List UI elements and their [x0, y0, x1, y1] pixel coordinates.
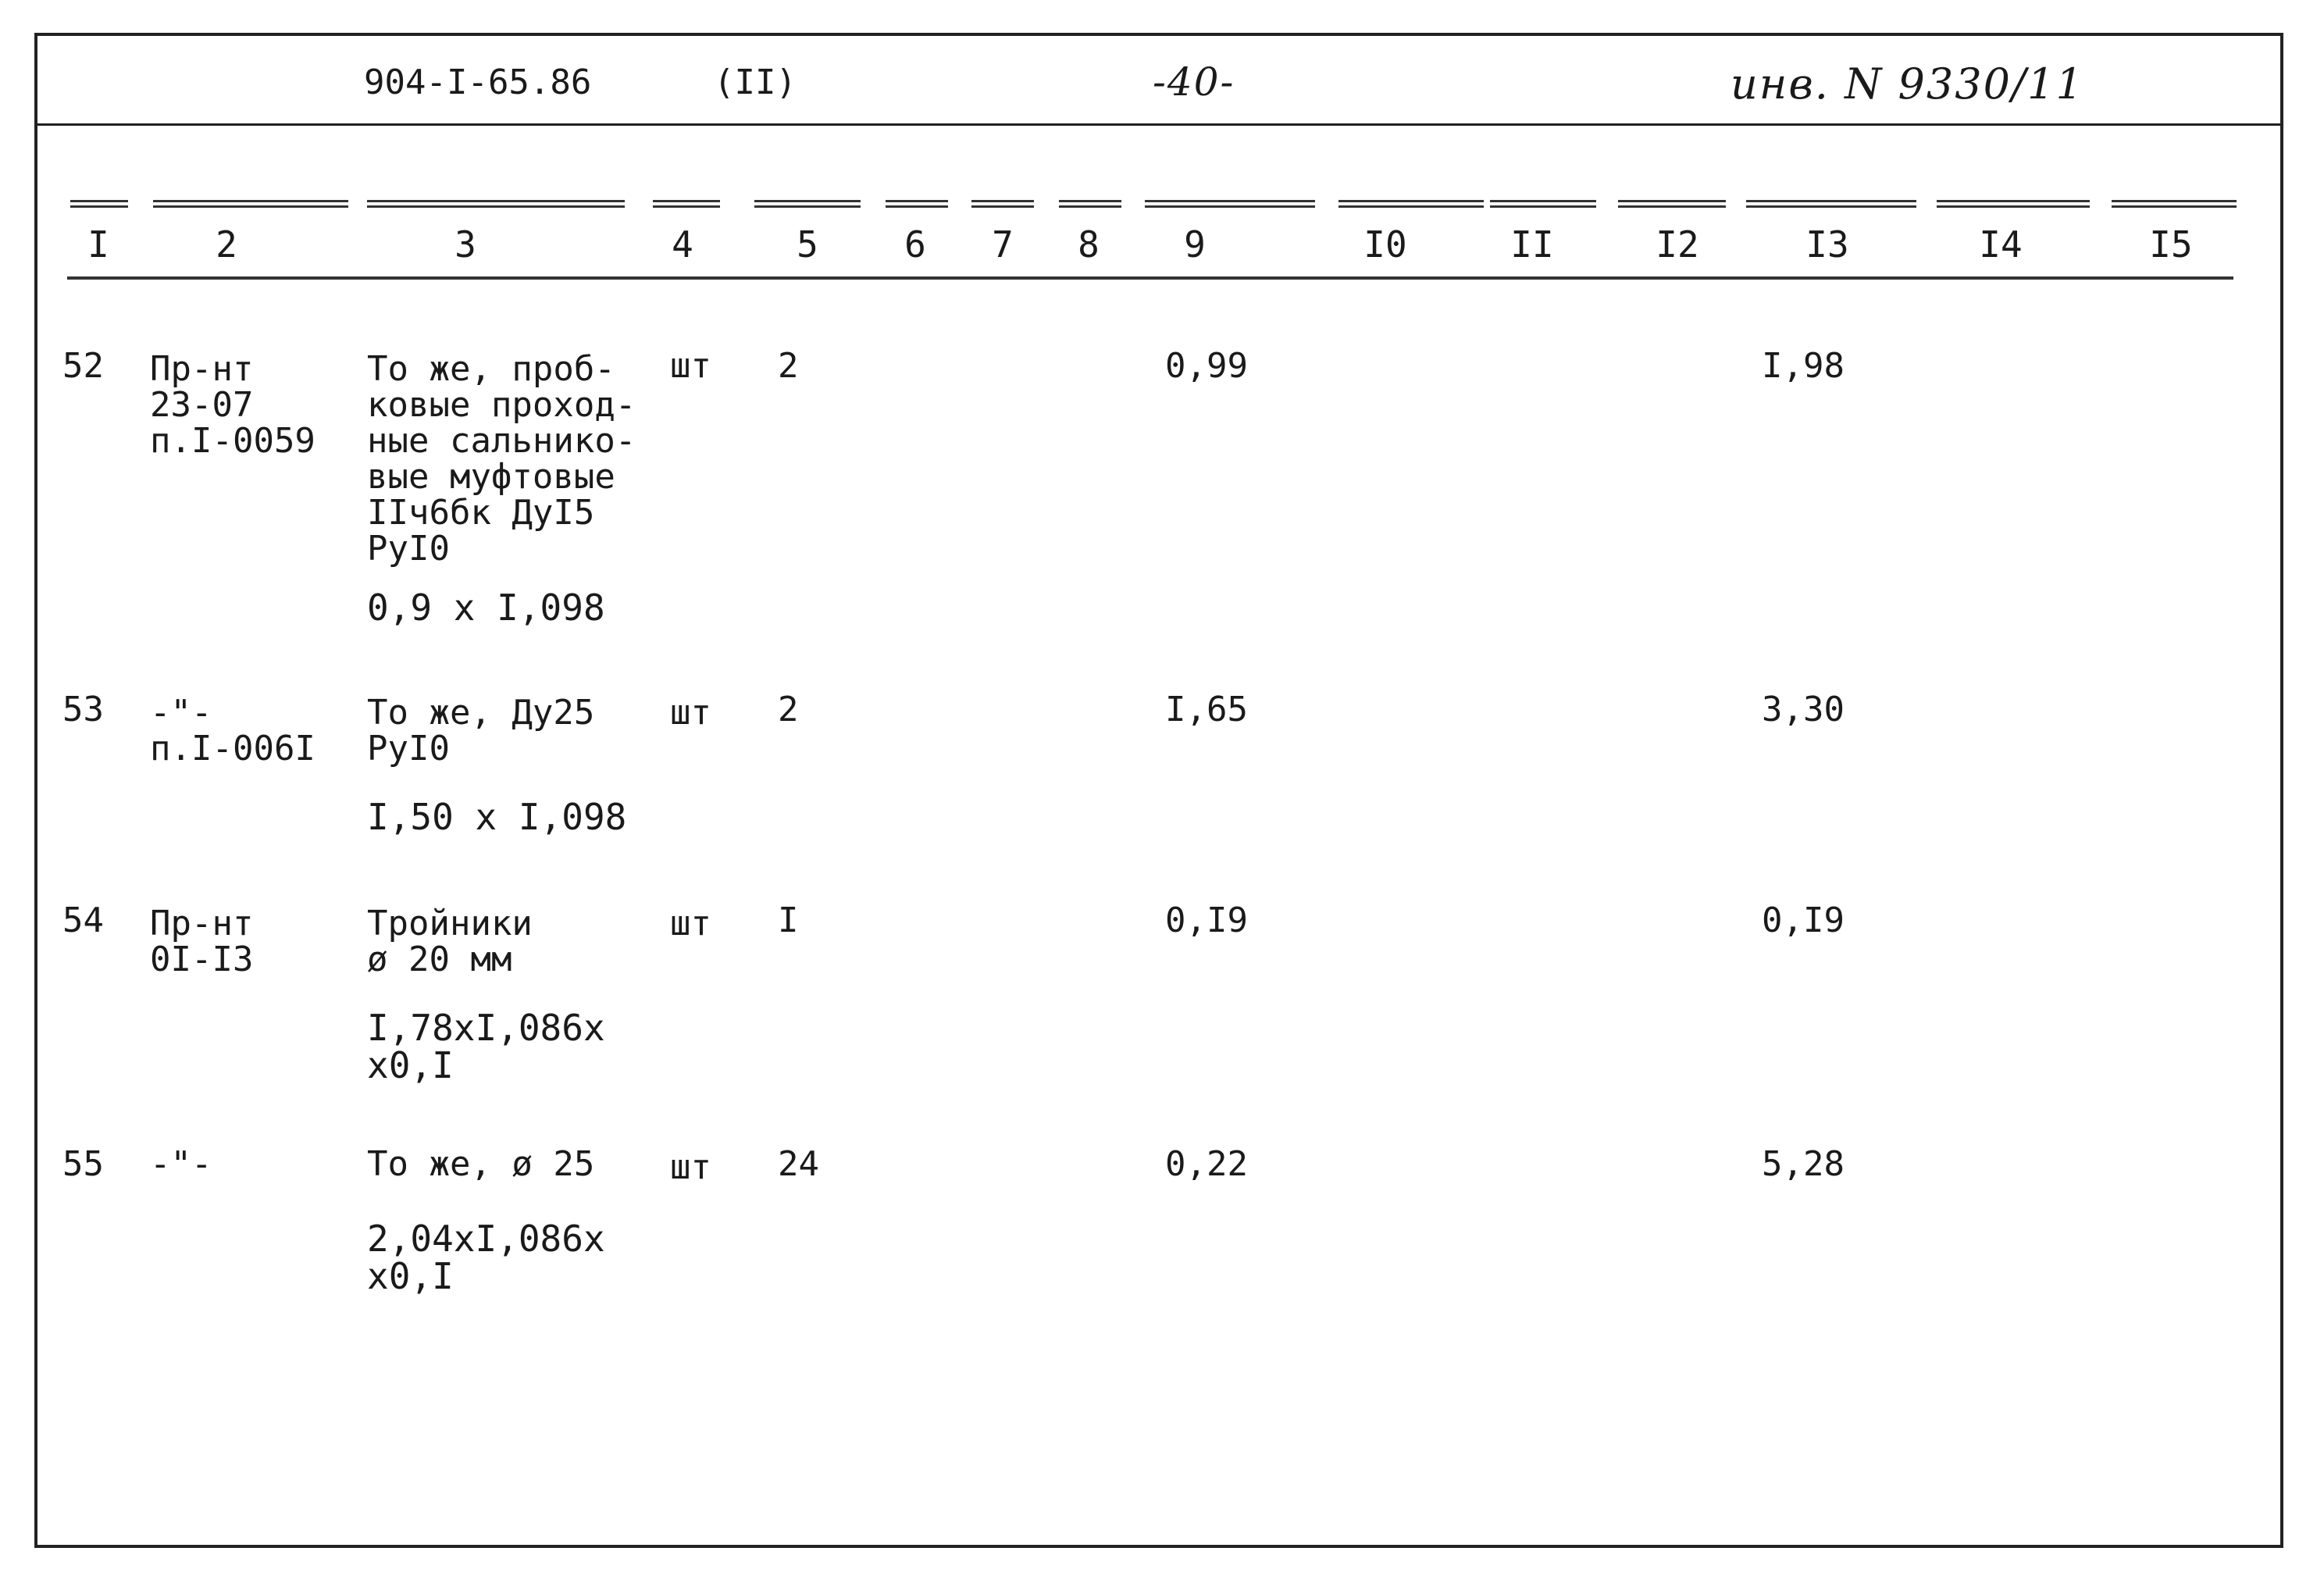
row-col13: 3,30	[1762, 690, 1845, 729]
column-rule	[1145, 200, 1315, 208]
row-formula: I,50 х I,098	[367, 796, 627, 838]
page-number: -40-	[1153, 59, 1235, 105]
row-unit: шт	[670, 904, 711, 943]
column-rule	[886, 200, 948, 208]
column-header: 8	[1078, 223, 1100, 266]
row-quantity: 2	[778, 346, 799, 386]
column-rule	[1746, 200, 1916, 208]
column-header: I5	[2149, 223, 2193, 266]
row-description: То же, ø 25	[367, 1144, 595, 1184]
column-rule	[153, 200, 348, 208]
row-formula: I,78хI,086х х0,I	[367, 1007, 605, 1086]
row-number: 53	[62, 690, 104, 729]
column-rule	[1338, 200, 1484, 208]
column-rule	[1490, 200, 1596, 208]
column-header: 3	[454, 223, 476, 266]
document-code: 904-I-65.86	[364, 62, 592, 102]
column-rule	[1618, 200, 1726, 208]
row-code: -"- п.I-006I	[150, 693, 315, 769]
column-header: 9	[1184, 223, 1206, 266]
row-col9: 0,I9	[1165, 900, 1248, 940]
row-description: То же, Ду25 РуI0	[367, 693, 595, 769]
column-rule	[367, 200, 625, 208]
row-col9: I,65	[1165, 690, 1248, 729]
row-description: Тройники ø 20 мм	[367, 904, 533, 979]
row-col13: 0,I9	[1762, 900, 1845, 940]
row-code: Пр-нт 0I-I3	[150, 904, 254, 979]
row-col13: I,98	[1762, 346, 1845, 386]
header-divider	[34, 123, 2283, 126]
row-unit: шт	[670, 1147, 711, 1187]
row-col13: 5,28	[1762, 1144, 1845, 1184]
header-rule	[67, 276, 2233, 280]
row-number: 52	[62, 346, 104, 386]
row-col9: 0,22	[1165, 1144, 1248, 1184]
row-unit: шт	[670, 346, 711, 386]
row-code: Пр-нт 23-07 п.I-0059	[150, 349, 315, 461]
column-header: II	[1510, 223, 1554, 266]
volume-label: (II)	[714, 62, 797, 102]
column-rule	[2112, 200, 2237, 208]
column-header: I4	[1979, 223, 2023, 266]
column-header: 7	[992, 223, 1014, 266]
column-header: 2	[216, 223, 237, 266]
row-number: 54	[62, 900, 104, 940]
column-header: I3	[1805, 223, 1849, 266]
row-number: 55	[62, 1144, 104, 1184]
row-quantity: 24	[778, 1144, 819, 1184]
column-rule	[70, 200, 128, 208]
row-col9: 0,99	[1165, 346, 1248, 386]
column-header: 5	[797, 223, 818, 266]
column-rule	[1937, 200, 2090, 208]
column-header: I	[87, 223, 109, 266]
inventory-number: инв. N 9330/11	[1731, 59, 2084, 109]
column-header: 4	[672, 223, 693, 266]
column-rule	[971, 200, 1034, 208]
column-rule	[754, 200, 861, 208]
row-code: -"-	[150, 1144, 212, 1184]
column-header: I0	[1363, 223, 1407, 266]
row-formula: 0,9 х I,098	[367, 587, 605, 629]
row-unit: шт	[670, 693, 711, 733]
row-quantity: 2	[778, 690, 799, 729]
column-rule	[653, 200, 720, 208]
column-rule	[1059, 200, 1121, 208]
page-frame	[34, 33, 2283, 1548]
column-header: I2	[1656, 223, 1699, 266]
column-header: 6	[904, 223, 926, 266]
row-description: То же, проб- ковые проход- ные сальнико- вые муфтовые IIч6бк ДуI5 РуI0	[367, 349, 636, 569]
row-formula: 2,04хI,086х х0,I	[367, 1218, 605, 1297]
row-quantity: I	[778, 900, 799, 940]
